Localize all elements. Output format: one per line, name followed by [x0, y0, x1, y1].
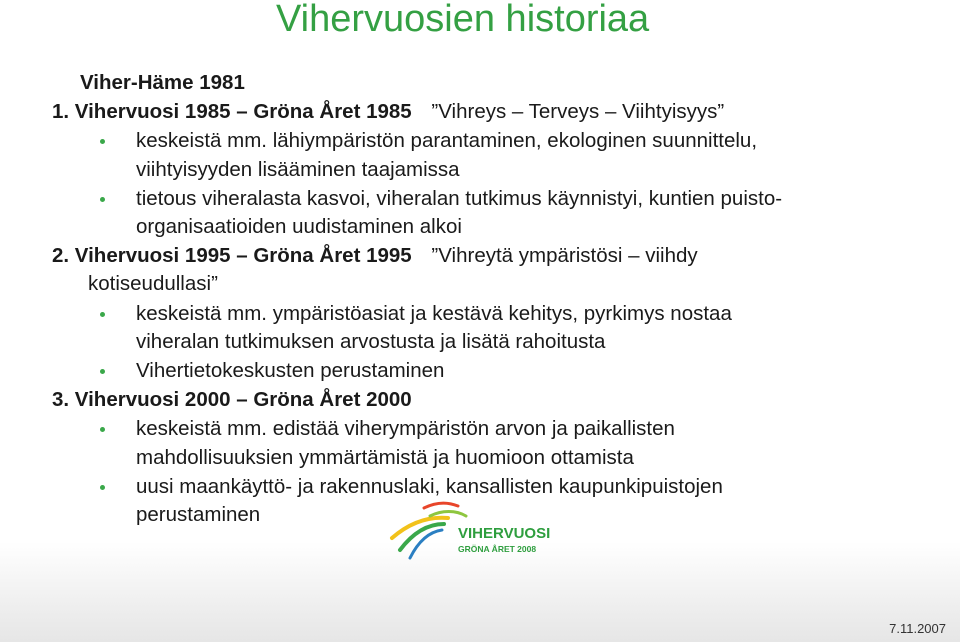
section1-heading [52, 99, 724, 125]
section2-heading [52, 243, 698, 269]
bullet-text: Vihertietokeskusten perustaminen [136, 359, 445, 382]
heading-viher-hame: Viher-Häme 1981 [80, 71, 245, 94]
section1-slogan: ”Vihreys – Terveys – Viihtyisyys” [431, 100, 725, 123]
bullet-text: viihtyisyyden lisääminen taajamissa [136, 158, 460, 181]
bullet-dot-icon [100, 427, 105, 432]
bullet-text: mahdollisuuksien ymmärtämistä ja huomioon ottamista [136, 446, 634, 469]
bullet-dot-icon [100, 369, 105, 374]
bullet-text: perustaminen [136, 503, 261, 526]
section1-label: 1. Vihervuosi 1985 – Gröna Året 1985 [52, 100, 412, 123]
bullet-dot-icon [100, 197, 105, 202]
bullet-text: keskeistä mm. edistää viherympäristön arvon ja paikallisten [136, 417, 675, 440]
bullet-dot-icon [100, 312, 105, 317]
bullet-text: uusi maankäyttö- ja rakennuslaki, kansallisten kaupunkipuistojen [136, 475, 723, 498]
section2-slogan: ”Vihreytä ympäristösi – viihdy [431, 244, 698, 267]
page-title: Vihervuosien historiaa [276, 0, 650, 40]
slide-date: 7.11.2007 [889, 621, 946, 636]
bullet-text: viheralan tutkimuksen arvostusta ja lisätä rahoitusta [136, 330, 606, 353]
vihervuosi-logo [386, 494, 556, 566]
bullet-dot-icon [100, 139, 105, 144]
section2-slogan-cont: kotiseudullasi” [88, 272, 218, 295]
bullet-text: keskeistä mm. ympäristöasiat ja kestävä kehitys, pyrkimys nostaa [136, 302, 732, 325]
bullet-dot-icon [100, 485, 105, 490]
bullet-text: tietous viheralasta kasvoi, viheralan tutkimus käynnistyi, kuntien puisto- [136, 187, 783, 210]
section3-heading: 3. Vihervuosi 2000 – Gröna Året 2000 [52, 388, 412, 411]
section2-label: 2. Vihervuosi 1995 – Gröna Året 1995 [52, 244, 412, 267]
bullet-text: organisaatioiden uudistaminen alkoi [136, 215, 462, 238]
logo-subtitle: GRÖNA ÅRET 2008 [458, 544, 537, 554]
logo-name: VIHERVUOSI [458, 525, 551, 542]
bullet-text: keskeistä mm. lähiympäristön parantaminen, ekologinen suunnittelu, [136, 129, 758, 152]
logo-swoosh-icon [392, 503, 466, 558]
